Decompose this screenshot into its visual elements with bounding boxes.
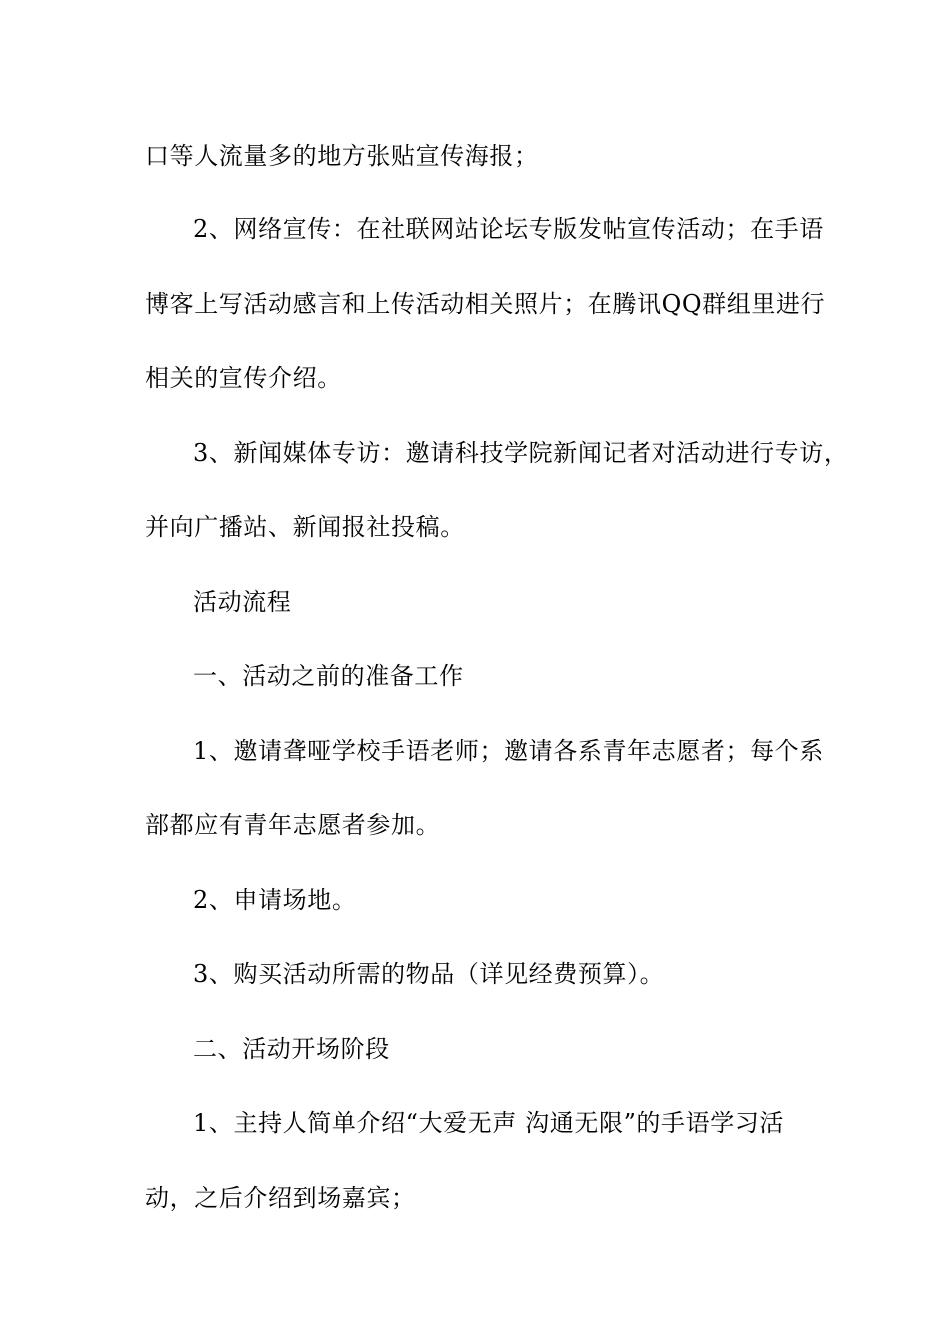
text-line: 2、申请场地。	[193, 886, 357, 914]
text-line: 相关的宣传介绍。	[145, 364, 342, 392]
text-line: 3、新闻媒体专访：邀请科技学院新闻记者对活动进行专访，	[193, 439, 849, 467]
section-heading: 活动流程	[193, 588, 292, 616]
text-line: 口等人流量多的地方张贴宣传海报；	[145, 142, 539, 170]
section-heading: 二、活动开场阶段	[193, 1035, 390, 1063]
text-line: 部都应有青年志愿者参加。	[145, 811, 441, 839]
text-line: 动，之后介绍到场嘉宾；	[145, 1184, 416, 1212]
text-line: 1、邀请聋哑学校手语老师；邀请各系青年志愿者；每个系	[193, 737, 824, 765]
text-line: 博客上写活动感言和上传活动相关照片；在腾讯QQ群组里进行	[145, 290, 826, 318]
text-line: 2、网络宣传：在社联网站论坛专版发帖宣传活动；在手语	[193, 215, 824, 243]
text-line: 并向广播站、新闻报社投稿。	[145, 513, 465, 541]
text-line: 1、主持人简单介绍“大爱无声 沟通无限”的手语学习活	[193, 1109, 785, 1137]
section-heading: 一、活动之前的准备工作	[193, 662, 464, 690]
text-line: 3、购买活动所需的物品（详见经费预算）。	[193, 960, 665, 988]
